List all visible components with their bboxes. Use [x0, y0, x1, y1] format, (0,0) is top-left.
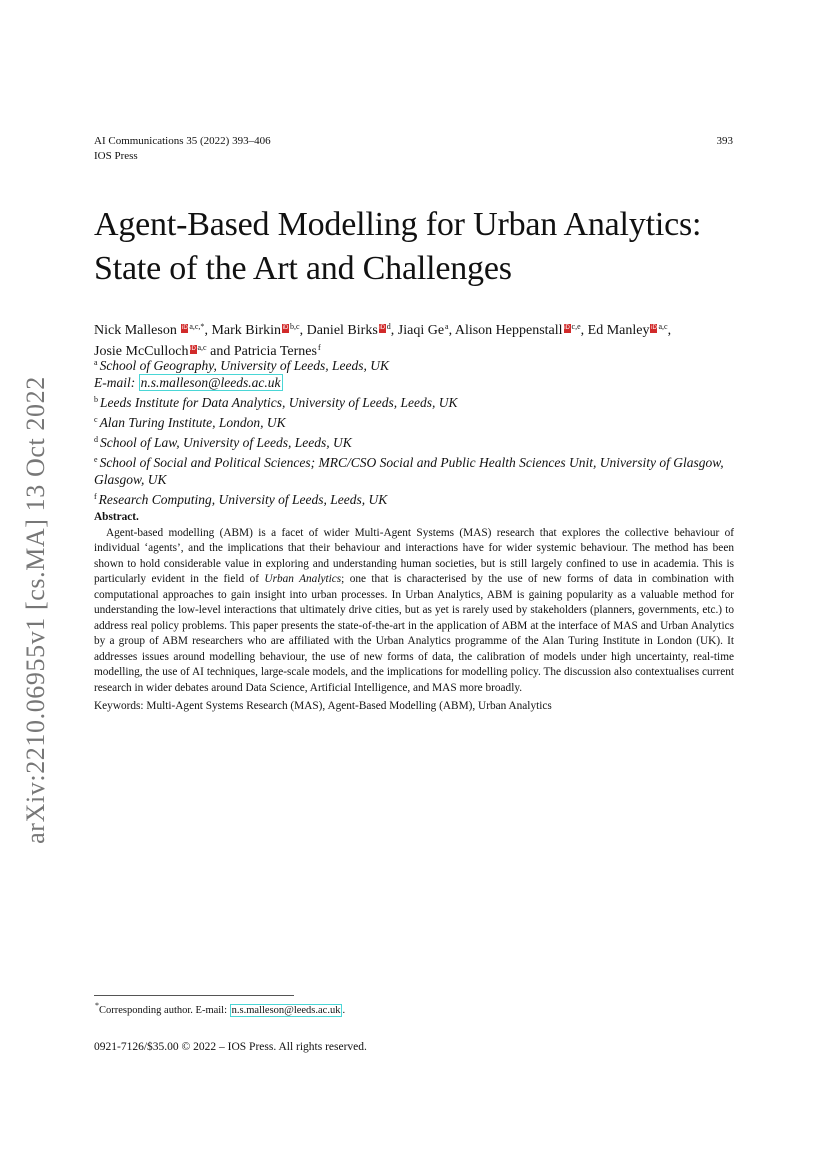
affiliation-a	[94, 354, 744, 374]
affiliation-text: Leeds Institute for Data Analytics, University of Leeds, Leeds, UK	[100, 395, 458, 410]
footnote-text: Corresponding author. E-mail:	[99, 1005, 230, 1016]
footnote-rule	[94, 995, 294, 996]
separator: ,	[299, 323, 304, 338]
orcid-icon[interactable]: iD	[190, 346, 196, 352]
author-name: Ed Manley	[587, 323, 650, 338]
and-word: and	[210, 344, 231, 359]
affiliation-label: f	[94, 492, 97, 501]
abstract-heading: Abstract.	[94, 511, 139, 523]
affiliation-label: d	[94, 435, 98, 444]
affiliation-marker[interactable]: a,c,*	[189, 322, 205, 331]
footnote	[94, 999, 345, 1018]
abstract-text	[94, 526, 734, 697]
author-name: Alison Heppenstall	[454, 323, 563, 338]
orcid-icon[interactable]: iD	[651, 325, 657, 331]
page-number: 393	[716, 135, 733, 147]
affiliation-e	[94, 451, 744, 488]
abstract-emphasis: Urban Analytics	[264, 573, 342, 585]
affiliation-d	[94, 431, 744, 451]
separator: ,	[667, 323, 672, 338]
author-name: Nick Malleson	[94, 323, 177, 338]
footnote-email-link[interactable]: n.s.malleson@leeds.ac.uk	[231, 1005, 341, 1016]
affiliation-text: School of Social and Political Sciences; MRC/CSO Social and Public Health Sciences Unit, University of Glasgow, Glasgow, UK	[94, 455, 724, 487]
affiliation-text: School of Geography, University of Leeds, Leeds, UK	[99, 358, 390, 373]
title-line-2: State of the Art and Challenges	[94, 250, 512, 287]
affiliation-marker[interactable]: a	[445, 322, 449, 331]
affiliation-text: Research Computing, University of Leeds, Leeds, UK	[98, 492, 388, 507]
abstract-text-part: Agent-based modelling (ABM) is a facet of wider Multi-Agent Systems (MAS) research that explores the collective behaviour of individual ‘agents’, and the implications that their behaviour and interactions have for wider systemic behaviour. The method has been shown to hold considerable value in exploring and understanding human societies, but is still largely confined to use in academia. This is particularly evident in the field of	[94, 526, 734, 585]
separator: ,	[204, 323, 208, 338]
affiliation-marker[interactable]: c,e	[571, 322, 581, 331]
separator: ,	[448, 323, 453, 338]
abstract-section	[94, 510, 734, 715]
publisher: IOS Press	[94, 150, 138, 162]
separator: ,	[390, 323, 395, 338]
journal-header	[94, 134, 271, 164]
abstract-text-part: ; one that is characterised by the use of new forms of data in combination with computational approaches to gain insight into urban processes. In Urban Analytics, ABM is gaining popularity as a valuable method for understanding the low-level interactions that ultimately drive cities, but as yet is rarely used by stakeholders (planners, governments, etc.) to address real policy problems. This paper presents the state-of-the-art in the application of ABM at the interface of MAS and Urban Analytics by a group of ABM researchers who are affiliated with the Urban Analytics programme of the Alan Turing Institute in London (UK). It addresses issues around modelling behaviour, the use of new forms of data, the calibration of models under high uncertainty, real-time modelling, the use of AI techniques, large-scale models, and the implications for modelling policy. The discussion also contextualises current research in wider debates around Data Science, Artificial Intelligence, and MAS more broadly.	[94, 573, 734, 694]
affiliation-marker[interactable]: a,c	[658, 322, 668, 331]
arxiv-side-stamp: arXiv:2210.06955v1 [cs.MA] 13 Oct 2022	[21, 376, 50, 844]
footnote-mark: *	[95, 1001, 99, 1010]
affiliation-f	[94, 488, 744, 508]
copyright-line: 0921-7126/$35.00 © 2022 – IOS Press. All rights reserved.	[94, 1041, 367, 1053]
orcid-icon[interactable]: iD	[379, 325, 386, 331]
email-label: E-mail:	[94, 375, 136, 390]
affiliation-marker[interactable]: f	[317, 343, 321, 352]
author-name: Josie McCulloch	[94, 344, 189, 359]
author-name: Daniel Birks	[306, 323, 378, 338]
affiliation-list	[94, 354, 744, 508]
affiliation-label: b	[94, 395, 98, 404]
affiliation-label: c	[94, 415, 98, 424]
affiliation-marker[interactable]: d	[386, 322, 391, 331]
paper-title	[94, 203, 754, 291]
footnote-end: .	[342, 1005, 346, 1016]
affiliation-text: School of Law, University of Leeds, Leeds, UK	[100, 435, 352, 450]
journal-citation: AI Communications 35 (2022) 393–406	[94, 135, 271, 147]
affiliation-marker[interactable]: b,c	[290, 322, 300, 331]
orcid-icon[interactable]: iD	[282, 325, 289, 331]
author-name: Mark Birkin	[211, 323, 282, 338]
affiliation-marker[interactable]: a,c	[197, 343, 207, 352]
email-link[interactable]: n.s.malleson@leeds.ac.uk	[140, 375, 281, 390]
affiliation-c	[94, 411, 744, 431]
affiliation-label: a	[94, 358, 98, 367]
author-name: Patricia Ternes	[233, 344, 317, 359]
keywords: Keywords: Multi-Agent Systems Research (MAS), Agent-Based Modelling (ABM), Urban Analytics	[94, 700, 552, 712]
separator: ,	[580, 323, 585, 338]
email-line	[94, 374, 744, 391]
orcid-icon[interactable]: iD	[181, 325, 188, 331]
orcid-icon[interactable]: iD	[564, 325, 570, 331]
affiliation-label: e	[94, 455, 98, 464]
title-line-1: Agent-Based Modelling for Urban Analytics:	[94, 206, 702, 243]
affiliation-b	[94, 391, 744, 411]
author-name: Jiaqi Ge	[397, 323, 445, 338]
affiliation-text: Alan Turing Institute, London, UK	[99, 415, 286, 430]
